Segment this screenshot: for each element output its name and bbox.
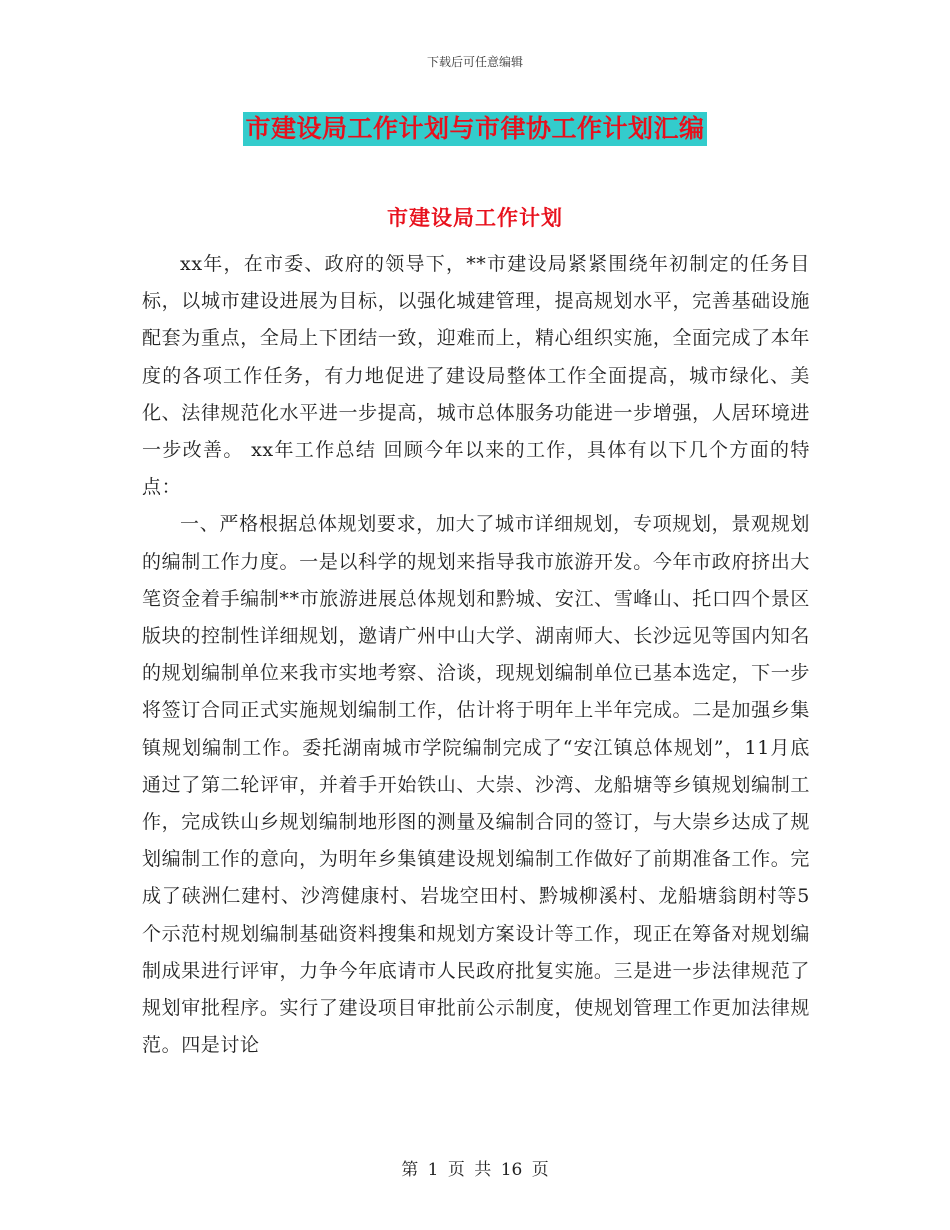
document-body [142, 246, 810, 1064]
page-footer: 第 1 页 共 16 页 [401, 1160, 549, 1180]
page-header-note: 下载后可任意编辑 [426, 55, 523, 69]
body-paragraph: xx年，在市委、政府的领导下，**市建设局紧紧围绕年初制定的任务目标，以城市建设进展为目标，以强化城建管理，提高规划水平，完善基础设施配套为重点，全局上下团结一致，迎难而上，精心组织实施，全面完成了本年度的各项工作任务，有力地促进了建设局整体工作全面提高，城市绿化、美化、法律规范化水平进一步提高，城市总体服务功能进一步增强，人居环境进一步改善。 xx年工作总结 回顾今年以来的工作，具体有以下几个方面的特点： [142, 253, 810, 499]
section-title: 市建设局工作计划 [387, 205, 563, 230]
document-main-title [0, 112, 950, 146]
body-paragraph: 一、严格根据总体规划要求，加大了城市详细规划，专项规划，景观规划的编制工作力度。一是以科学的规划来指导我市旅游开发。今年市政府挤出大笔资金着手编制**市旅游进展总体规划和黔城、安江、雪峰山、托口四个景区版块的控制性详细规划，邀请广州中山大学、湖南师大、长沙远见等国内知名的规划编制单位来我市实地考察、洽谈，现规划编制单位已基本选定，下一步将签订合同正式实施规划编制工作，估计将于明年上半年完成。二是加强乡集镇规划编制工作。委托湖南城市学院编制完成了“安江镇总体规划”，11月底通过了第二轮评审，并着手开始铁山、大崇、沙湾、龙船塘等乡镇规划编制工作，完成铁山乡规划编制地形图的测量及编制合同的签订，与大崇乡达成了规划编制工作的意向，为明年乡集镇建设规划编制工作做好了前期准备工作。完成了硖洲仁建村、沙湾健康村、岩垅空田村、黔城柳溪村、龙船塘翁朗村等5个示范村规划编制基础资料搜集和规划方案设计等工作，现正在筹备对规划编制成果进行评审，力争今年底请市人民政府批复实施。三是进一步法律规范了规划审批程序。实行了建设项目审批前公示制度，使规划管理工作更加法律规范。四是讨论 [142, 513, 810, 1057]
main-title-text: 市建设局工作计划与市律协工作计划汇编 [243, 112, 706, 146]
